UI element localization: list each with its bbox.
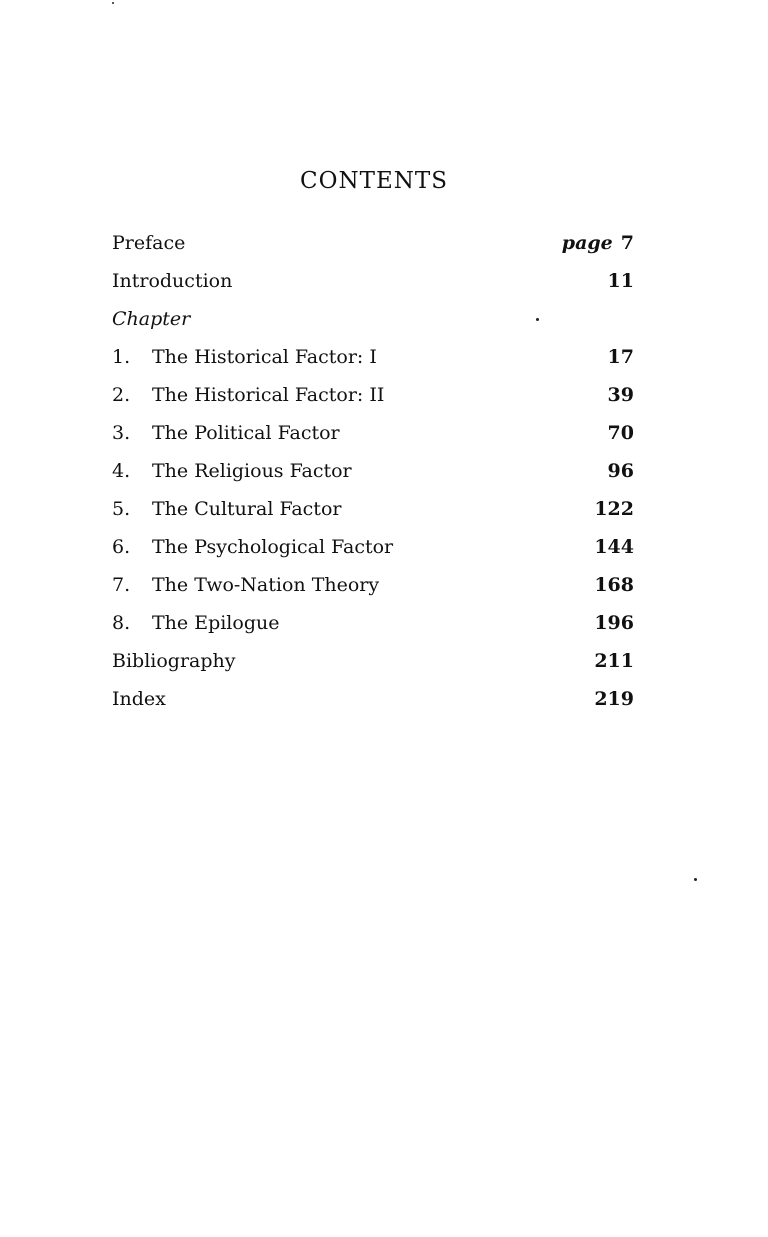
chapter-number: 2. [112,384,131,406]
toc-entry-chapter-6 [112,532,634,570]
toc-entry-index [112,684,634,722]
chapter-heading-label: Chapter [112,308,191,330]
page-word: page [561,232,613,254]
page-title: CONTENTS [300,168,448,194]
chapter-heading [112,304,634,342]
scan-speck [536,318,539,321]
table-of-contents [112,228,634,722]
chapter-number: 6. [112,536,131,558]
toc-entry-chapter-4 [112,456,634,494]
toc-entry-label: Index [112,688,166,710]
toc-entry-label: The Epilogue [152,612,280,634]
toc-entry-chapter-1 [112,342,634,380]
toc-entry-page: 70 [607,422,634,444]
toc-entry-chapter-2 [112,380,634,418]
toc-entry-page: 168 [594,574,634,596]
toc-entry-page: 196 [594,612,634,634]
toc-entry-page: 39 [607,384,634,406]
toc-entry-chapter-8 [112,608,634,646]
toc-entry-label: The Historical Factor: I [152,346,377,368]
toc-entry-label: The Political Factor [152,422,340,444]
toc-entry-chapter-7 [112,570,634,608]
toc-entry-label: The Psychological Factor [152,536,394,558]
chapter-number: 3. [112,422,131,444]
toc-entry-chapter-3 [112,418,634,456]
toc-entry-label: The Two-Nation Theory [152,574,380,596]
chapter-number: 8. [112,612,131,634]
toc-entry-page: 144 [594,536,634,558]
toc-entry-preface [112,228,634,266]
toc-entry-label: The Historical Factor: II [152,384,385,406]
toc-entry-label: Bibliography [112,650,236,672]
toc-entry-label: The Cultural Factor [152,498,342,520]
toc-entry-label: Preface [112,232,186,254]
chapter-number: 7. [112,574,131,596]
toc-entry-page: 96 [607,460,634,482]
page-number: 7 [620,232,634,254]
scan-speck [112,2,114,4]
toc-entry-label: The Religious Factor [152,460,352,482]
toc-entry-chapter-5 [112,494,634,532]
chapter-number: 1. [112,346,131,368]
toc-entry-page: 211 [594,650,634,672]
toc-entry-page: 17 [607,346,634,368]
toc-entry-bibliography [112,646,634,684]
toc-entry-page: 219 [594,688,634,710]
toc-entry-page: 122 [594,498,634,520]
toc-entry-introduction [112,266,634,304]
chapter-number: 4. [112,460,131,482]
toc-entry-label: Introduction [112,270,233,292]
scan-speck [694,878,697,881]
chapter-number: 5. [112,498,131,520]
toc-entry-page: 11 [607,270,634,292]
toc-entry-page [562,228,634,258]
